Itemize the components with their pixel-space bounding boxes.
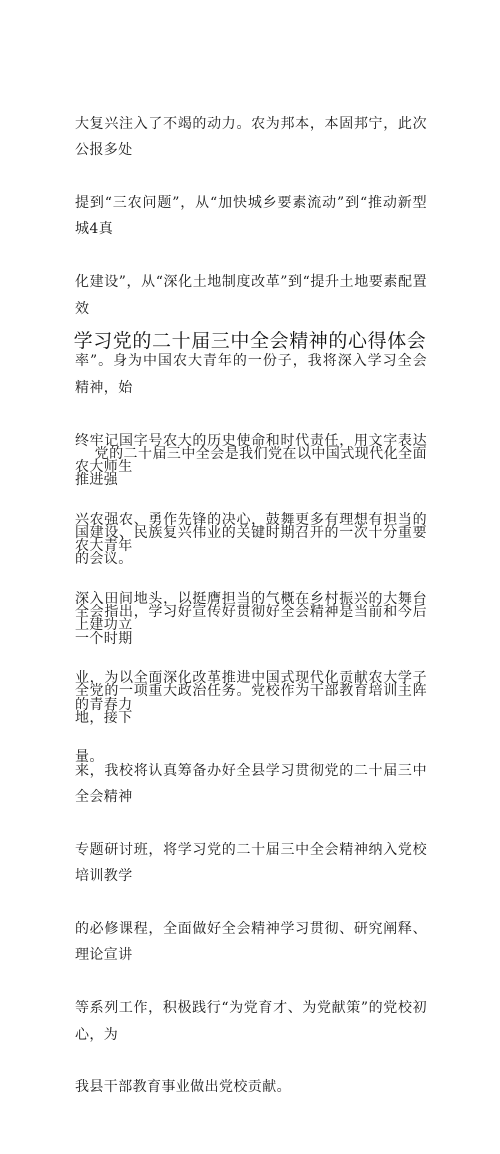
text-line: 提到“三农问题”，从“加快城乡要素流动”到“推动新型城4真	[75, 195, 427, 238]
text-line: 率”。身为中国农大青年的一份子，我将深入学习全会精神，始	[75, 353, 427, 396]
text-line: 专题研讨班，将学习党的二十届三中全会精神纳入党校培训教学	[75, 841, 427, 885]
section-heading: 学习党的二十届三中全会精神的心得体会	[73, 330, 427, 352]
text-line: 终牢记国字号农大的历史使命和时代责任，用文字表达农大师生	[75, 432, 427, 476]
text-line: 国建设、民族复兴伟业的关键时期召开的一次十分重要的会议。	[75, 525, 427, 568]
text-line: 党的二十届三中全会是我们党在以中国式现代化全面推进强	[75, 445, 428, 489]
text-line: 量。	[75, 749, 104, 766]
text-line: 业，为以全面深化改革推进中国式现代化贡献农大学子的青春力	[75, 670, 427, 713]
text-line: 等系列工作，积极践行“为党育才、为党献策”的党校初心，为	[75, 1000, 427, 1043]
text-line: 全党的一项重大政治任务。党校作为干部教育培训主阵地，接下	[75, 683, 427, 726]
text-line: 深入田间地头，以挺膺担当的气概在乡村振兴的大舞台上建功立	[75, 591, 427, 634]
body-paragraph-2	[75, 388, 427, 1154]
text-line: 兴农强农、勇作先锋的决心，鼓舞更多有理想有担当的农大青年	[75, 511, 427, 555]
text-line: 全会指出，学习好宣传好贯彻好全会精神是当前和今后一个时期	[75, 604, 427, 647]
text-line: 来，我校将认真筹备办好全县学习贯彻党的二十届三中全会精神	[75, 762, 427, 806]
text-line: 大复兴注入了不竭的动力。农为邦本，本固邦宁，此次公报多处	[75, 115, 427, 159]
text-line: 的必修课程，全面做好全会精神学习贯彻、研究阐释、理论宣讲	[75, 921, 427, 964]
text-line: 我县干部教育事业做出党校贡献。	[75, 1079, 291, 1096]
text-line: 化建设”，从“深化土地制度改革”到“提升土地要素配置效	[75, 274, 427, 317]
